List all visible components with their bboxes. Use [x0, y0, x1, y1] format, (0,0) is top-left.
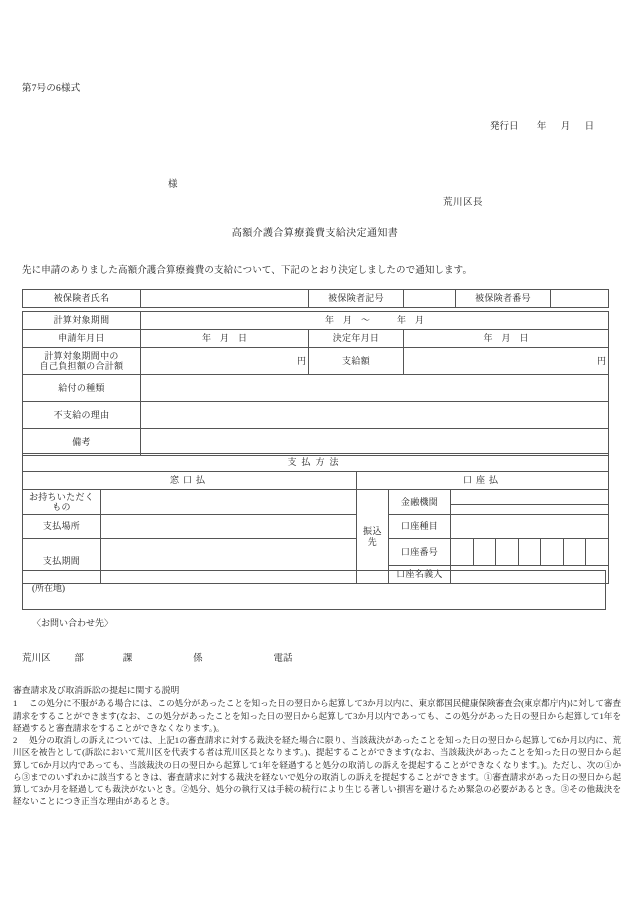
nonpayment-reason-label: 不支給の理由 — [23, 402, 141, 429]
insured-symbol-label: 被保険者記号 — [309, 290, 404, 308]
account-holder-label: 口座名義人 — [389, 566, 451, 584]
account-number-digit-grid — [451, 539, 608, 565]
account-digit[interactable] — [518, 539, 540, 565]
account-digit[interactable] — [563, 539, 585, 565]
remarks-value[interactable] — [141, 429, 609, 456]
payment-place-label: 支払場所 — [23, 515, 101, 539]
insured-person-table — [22, 289, 609, 308]
bring-items-label-line2: もの — [52, 502, 71, 512]
payment-period-label: 支払期間 — [23, 539, 101, 584]
explanation-item-1-text: この処分に不服がある場合には、この処分があったことを知った日の翌日から起算して3か月以内に、東京都国民健康保険審査会(東京都庁内)に対して審査請求をすることができます(なお、この処分があったことを知った日の翌日から起算して3か月以内であっても、この処分があった日の翌日から起算して1年を経過すると審査請求をすることができなくなります。)。 — [13, 698, 621, 733]
calc-period-label: 計算対象期間 — [23, 312, 141, 330]
contact-division: 課 — [122, 654, 133, 664]
table-row — [23, 348, 609, 375]
page-title: 高額介護合算療養費支給決定通知書 — [231, 228, 399, 239]
intro-text: 先に申請のありました高額介護合算療養費の支給について、下記のとおり決定しましたので通知します。 — [22, 266, 473, 276]
bring-items-value[interactable] — [101, 490, 357, 515]
counter-payment-title: 窓口払 — [23, 472, 357, 490]
addressee-suffix: 様 — [168, 180, 178, 190]
account-type-label: 口座種目 — [389, 515, 451, 539]
decide-date-label: 決定年月日 — [309, 330, 404, 348]
issue-date-day: 日 — [584, 122, 595, 132]
account-type-value[interactable] — [451, 515, 609, 539]
bank-label: 金融機関 — [389, 490, 451, 515]
apply-date-label: 申請年月日 — [23, 330, 141, 348]
burden-total-label-line2: 自己負担額の合計額 — [39, 361, 124, 371]
account-digit[interactable] — [586, 539, 608, 565]
explanation-title: 審査請求及び取消訴訟の提起に関する説明 — [13, 685, 180, 695]
calc-period-value[interactable]: 年 月 ～ 年 月 — [141, 312, 609, 330]
bank-value-divider — [451, 498, 608, 505]
table-row — [23, 330, 609, 348]
bring-items-label-line1: お持ちいただく — [28, 491, 95, 502]
issue-date-label: 発行日 — [490, 122, 519, 132]
insured-number-label: 被保険者番号 — [456, 290, 551, 308]
contact-phone-label: 電話 — [273, 654, 293, 664]
calculation-table — [22, 311, 609, 456]
table-row — [23, 454, 609, 472]
insured-number-value[interactable] — [551, 290, 609, 308]
explanation-item-2-text: 処分の取消しの訴えについては、上記1の審査請求に対する裁決を経た場合に限り、当該裁決があったことを知った日の翌日から起算して6か月以内に、荒川区を被告として(訴訟において荒川区を代表する者は荒川区長となります。)、提起することができます(なお、当該裁決があったことを知った日の翌日から起算して6か月以内であっても、当該裁決の日の翌日から起算して1年を経過すると処分の取消しの訴えを提起することができなくなります。)。ただし、次の①から③までのいずれかに該当するときは、審査請求に対する裁決を経ないで処分の取消しの訴えを提起することができます。①審査請求があった日の翌日から起算して3か月を経過しても裁決がないとき。②処分、処分の執行又は手続の続行により生じる著しい損害を避けるため緊急の必要があるとき。③その他裁決を経ないことにつき正当な理由があるとき。 — [13, 735, 621, 807]
apply-date-value[interactable]: 年 月 日 — [141, 330, 309, 348]
contact-line — [22, 650, 293, 664]
explanation-item-2-number: 2 — [13, 735, 18, 746]
table-row — [23, 402, 609, 429]
table-row — [23, 375, 609, 402]
location-label: (所在地) — [32, 583, 65, 593]
account-digit[interactable] — [541, 539, 563, 565]
burden-total-label-line1: 計算対象期間中の — [44, 350, 119, 361]
explanation-item-2 — [13, 734, 621, 807]
payment-amount-label: 支給額 — [309, 348, 404, 375]
account-digit[interactable] — [473, 539, 495, 565]
remarks-label: 備考 — [23, 429, 141, 456]
table-row — [451, 539, 608, 565]
table-row — [23, 429, 609, 456]
table-row — [23, 490, 609, 515]
burden-total-label — [23, 348, 141, 375]
issue-date-line — [490, 118, 594, 132]
issue-date-month: 月 — [560, 122, 571, 132]
bring-items-label — [23, 490, 101, 515]
table-row — [23, 472, 609, 490]
table-row — [23, 312, 609, 330]
contact-department: 部 — [74, 654, 84, 664]
explanation-block — [13, 684, 621, 807]
insured-name-value[interactable] — [141, 290, 309, 308]
contact-ward: 荒川区 — [22, 654, 51, 664]
insured-symbol-value[interactable] — [404, 290, 456, 308]
bank-value[interactable] — [451, 490, 609, 515]
contact-section: 係 — [193, 654, 203, 664]
benefit-type-label: 給付の種類 — [23, 375, 141, 402]
payment-place-value[interactable] — [101, 515, 357, 539]
table-row — [23, 539, 609, 566]
table-row — [23, 515, 609, 539]
issue-date-year: 年 — [536, 122, 547, 132]
insured-name-label: 被保険者氏名 — [23, 290, 141, 308]
explanation-item-1-number: 1 — [13, 698, 18, 709]
account-payment-title: 口座払 — [357, 472, 609, 490]
transfer-destination-label: 振込先 — [357, 490, 389, 584]
payment-method-title: 支払方法 — [23, 454, 609, 472]
account-number-label: 口座番号 — [389, 539, 451, 566]
explanation-item-1 — [13, 697, 621, 734]
account-digit[interactable] — [496, 539, 518, 565]
burden-total-value[interactable]: 円 — [141, 348, 309, 375]
nonpayment-reason-value[interactable] — [141, 402, 609, 429]
contact-note: 〈お問い合わせ先〉 — [32, 618, 114, 628]
account-number-value[interactable] — [451, 539, 609, 566]
benefit-type-value[interactable] — [141, 375, 609, 402]
form-code: 第7号の6様式 — [22, 84, 81, 94]
issuer-name: 荒川区長 — [443, 198, 484, 208]
table-row — [23, 290, 609, 308]
decide-date-value[interactable]: 年 月 日 — [404, 330, 609, 348]
payment-method-table — [22, 453, 609, 584]
payment-amount-value[interactable]: 円 — [404, 348, 609, 375]
account-digit[interactable] — [451, 539, 473, 565]
location-box[interactable] — [22, 570, 606, 610]
